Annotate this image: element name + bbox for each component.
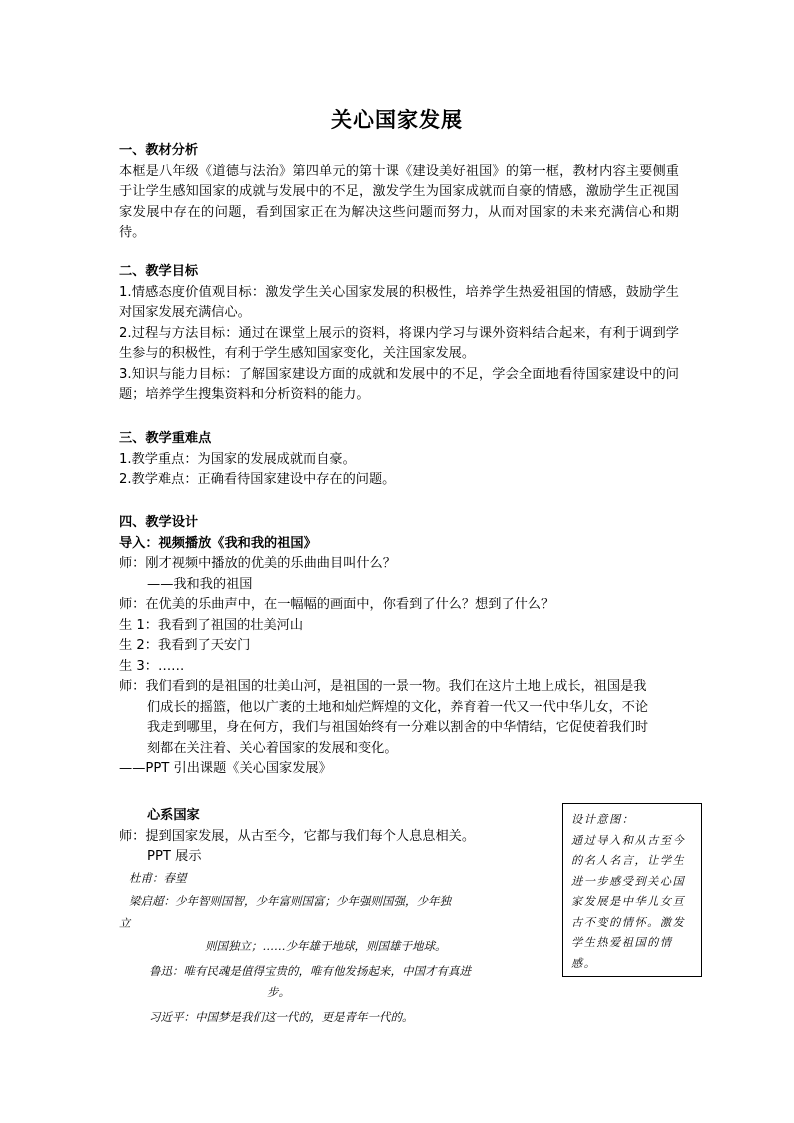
key-point-item: 1.教学重点：为国家的发展成就而自豪。 [119,451,356,467]
quote-line: 鲁迅：唯有民魂是值得宝贵的，唯有他发扬起来，中国才有真进 [149,963,471,978]
dialogue-line: 师：我们看到的是祖国的壮美山河，是祖国的一景一物。我们在这片土地上成长，祖国是我 [119,679,647,694]
dialogue-line: 生 2：我看到了天安门 [119,638,251,653]
section-heading: 三、教学重难点 [119,431,212,446]
intro-heading: 导入：视频播放《我和我的祖国》 [119,535,317,551]
page-title: 关心国家发展 [331,107,463,132]
dialogue-line: ——我和我的祖国 [147,576,253,592]
section-heading: 一、教材分析 [119,143,199,158]
quote-list [119,868,559,1032]
dialogue-line: ——PPT 引出课题《关心国家发展》 [119,761,332,776]
quote-line: 则国独立；……少年雄于地球，则国雄于地球。 [205,938,447,953]
section-heading: 四、教学设计 [119,515,199,530]
section-textbook-analysis [119,141,679,244]
design-intent-text: 通过导入和从古至今的名人名言，让学生进一步感受到关心国家发展是中华儿女亘古不变的情怀。激发学生热爱祖国的情感。 [571,833,686,970]
section-teaching-goals [119,262,679,406]
section-teaching-design [119,513,679,780]
goal-item: 2.过程与方法目标：通过在课堂上展示的资料，将课内学习与课外资料结合起来，有利于调到学生参与的积极性，有利于学生感知国家变化，关注国家发展。 [119,325,679,361]
quote-line: 习近平：中国梦是我们这一代的，更是青年一代的。 [149,1009,414,1024]
section-heart-for-country [119,806,559,1032]
dialogue-line: 师：在优美的乐曲声中，在一幅幅的画面中，你看到了什么？想到了什么？ [119,597,555,612]
key-point-item: 2.教学难点：正确看待国家建设中存在的问题。 [119,472,396,487]
ppt-label: PPT 展示 [147,849,202,864]
dialogue-line: 师：刚才视频中播放的优美的乐曲曲目叫什么？ [119,556,396,571]
goal-item: 1.情感态度价值观目标：激发学生关心国家发展的积极性，培养学生热爱祖国的情感，鼓励学生对国家发展充满信心。 [119,284,679,320]
quote-line: 立 [119,915,131,930]
dialogue-line: 生 3：…… [119,658,185,674]
dialogue-line: 我走到哪里，身在何方，我们与祖国始终有一分难以割舍的中华情结，它促使着我们时 [147,720,649,735]
dialogue-line: 们成长的摇篮，他以广袤的土地和灿烂辉煌的文化，养育着一代又一代中华儿女，不论 [147,699,649,715]
dialogue-line: 师：提到国家发展，从古至今，它都与我们每个人息息相关。 [119,828,476,844]
section-body: 本框是八年级《道德与法治》第四单元的第十课《建设美好祖国》的第一框，教材内容主要侧重于让学生感知国家的成就与发展中的不足，激发学生为国家成就而自豪的情感，激励学生正视国家发展中存在的问题，看到国家正在为解决这些问题而努力，从而对国家的未来充满信心和期待。 [119,163,679,240]
section-key-points [119,429,679,491]
dialogue-line: 生 1：我看到了祖国的壮美河山 [119,617,304,633]
design-intent-box [562,803,702,977]
design-intent-label: 设计意图： [571,813,635,826]
section-heading: 二、教学目标 [119,264,199,279]
quote-line: 梁启超：少年智则国智，少年富则国富；少年强则国强，少年独 [129,893,451,908]
quote-line: 步。 [267,984,290,999]
dialogue-line: 刻都在关注着、关心着国家的发展和变化。 [147,740,398,756]
quote-line: 杜甫：春望 [129,870,187,885]
goal-item: 3.知识与能力目标：了解国家建设方面的成就和发展中的不足，学会全面地看待国家建设中的问题；培养学生搜集资料和分析资料的能力。 [119,366,679,402]
subsection-heading: 心系国家 [147,808,200,823]
